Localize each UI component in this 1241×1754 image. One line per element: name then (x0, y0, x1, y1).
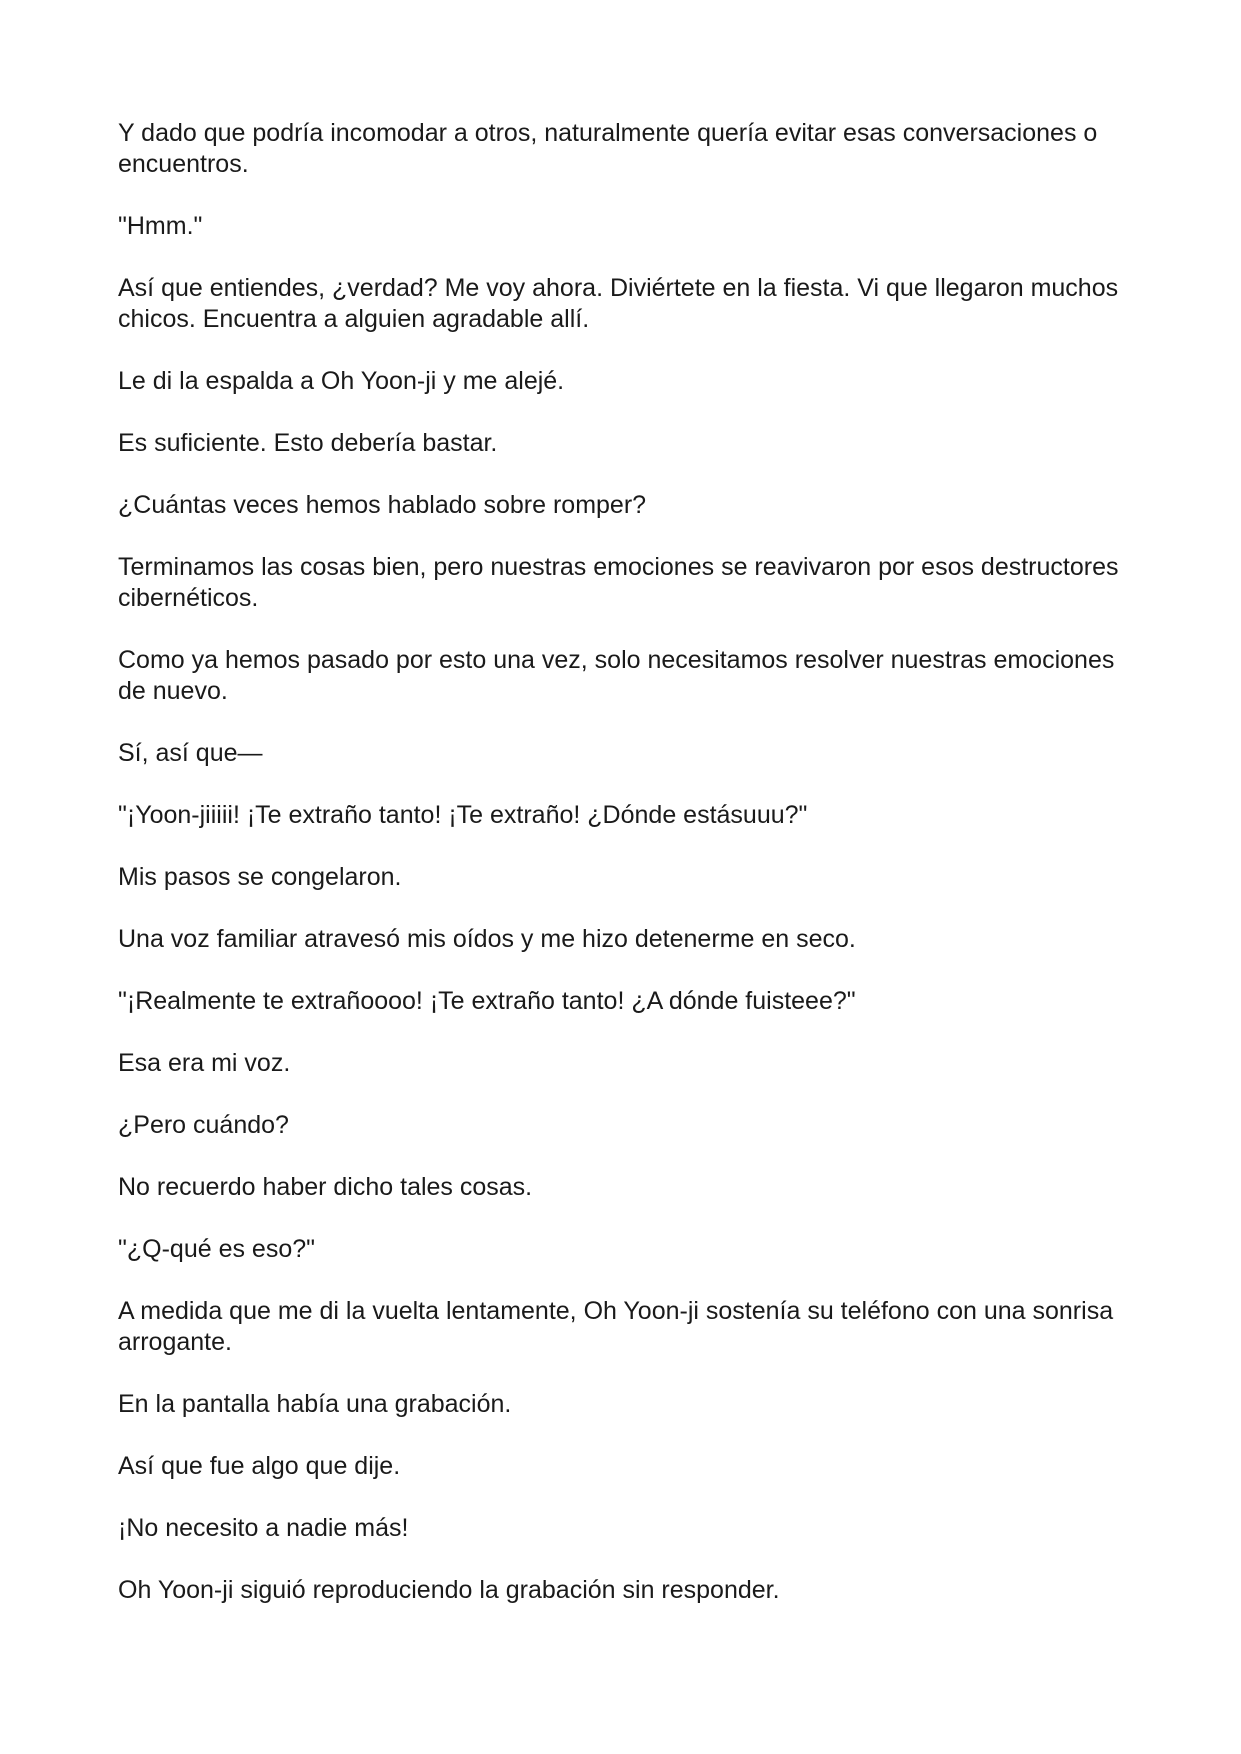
paragraph: "¡Realmente te extrañoooo! ¡Te extraño tanto! ¿A dónde fuisteee?" (118, 987, 856, 1015)
paragraph: "¡Yoon-jiiiii! ¡Te extraño tanto! ¡Te extraño! ¿Dónde estásuuu?" (118, 801, 808, 829)
paragraph: ¿Cuántas veces hemos hablado sobre romper? (118, 491, 647, 519)
paragraph: Le di la espalda a Oh Yoon-ji y me alejé. (118, 367, 565, 395)
paragraph: "Hmm." (118, 212, 203, 240)
paragraph: Oh Yoon-ji siguió reproduciendo la grabación sin responder. (118, 1576, 780, 1604)
paragraph: Así que entiendes, ¿verdad? Me voy ahora. Diviértete en la fiesta. Vi que llegaron muchos chicos. Encuentra a alguien agradable allí. (118, 274, 1119, 333)
paragraph: Terminamos las cosas bien, pero nuestras emociones se reavivaron por esos destructores cibernéticos. (118, 553, 1119, 612)
paragraph: Y dado que podría incomodar a otros, naturalmente quería evitar esas conversaciones o encuentros. (118, 119, 1098, 178)
paragraph: Así que fue algo que dije. (118, 1452, 401, 1480)
paragraph: ¡No necesito a nadie más! (118, 1514, 409, 1542)
paragraph: "¿Q-qué es eso?" (118, 1235, 316, 1263)
paragraph: A medida que me di la vuelta lentamente, Oh Yoon-ji sostenía su teléfono con una sonrisa arrogante. (118, 1297, 1114, 1356)
paragraph: Es suficiente. Esto debería bastar. (118, 429, 498, 457)
document-body (118, 118, 1128, 1637)
paragraph: Como ya hemos pasado por esto una vez, solo necesitamos resolver nuestras emociones de nuevo. (118, 646, 1115, 705)
paragraph: Mis pasos se congelaron. (118, 863, 402, 891)
paragraph: En la pantalla había una grabación. (118, 1390, 512, 1418)
paragraph: Esa era mi voz. (118, 1049, 291, 1077)
paragraph: ¿Pero cuándo? (118, 1111, 289, 1139)
paragraph: No recuerdo haber dicho tales cosas. (118, 1173, 533, 1201)
paragraph: Una voz familiar atravesó mis oídos y me hizo detenerme en seco. (118, 925, 856, 953)
paragraph: Sí, así que— (118, 739, 263, 767)
